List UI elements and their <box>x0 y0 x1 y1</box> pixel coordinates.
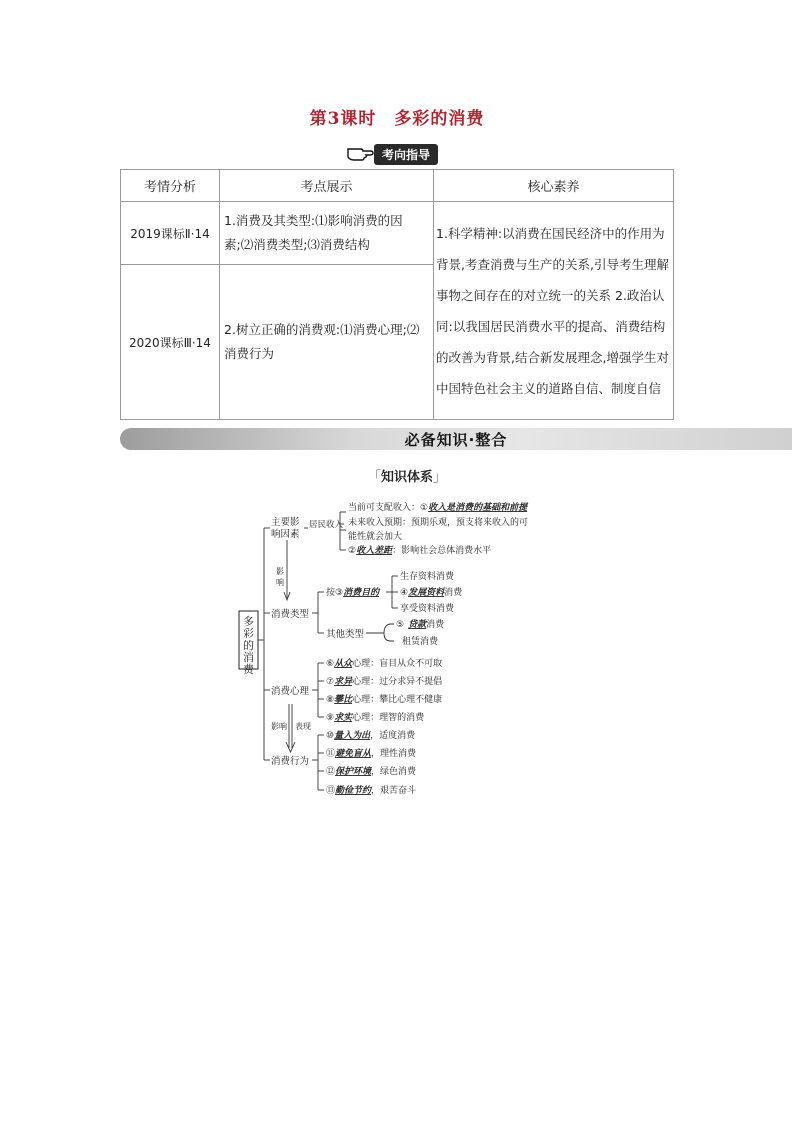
root-char: 多 <box>243 615 254 628</box>
behavior-item: ⑪避免盲从，理性消费 <box>326 749 417 759</box>
header-points: 考点展示 <box>220 170 434 202</box>
knowledge-heading-text: 知识体系 <box>381 470 434 485</box>
exam-cell: 2019课标Ⅱ·14 <box>121 202 220 265</box>
factors-label: 响因素 <box>271 529 300 540</box>
root-char: 费 <box>243 663 254 676</box>
type-item: ⑤ 贷款消费 <box>396 620 445 630</box>
header-core: 核心素养 <box>434 170 674 202</box>
types-label: 消费类型 <box>271 609 310 620</box>
factor-line: 能性就会加大 <box>348 532 403 542</box>
psych-item: ⑦求异心理：过分求异不提倡 <box>326 677 443 687</box>
factors-label: 主要影 <box>271 517 300 528</box>
by-purpose: 按③消费目的 <box>326 588 380 598</box>
knowledge-heading: 「知识体系」 <box>368 470 447 485</box>
root-label <box>243 615 255 676</box>
influence-char: 响 <box>276 578 284 587</box>
section-banner-label: 必备知识·整合 <box>404 431 508 449</box>
points-cell: 1.消费及其类型:⑴影响消费的因素;⑵消费类型;⑶消费结构 <box>220 202 434 265</box>
type-item: 租赁消费 <box>402 637 439 647</box>
type-item: ④发展资料消费 <box>400 588 463 598</box>
other-types-label: 其他类型 <box>326 629 365 640</box>
type-item: 生存资料消费 <box>400 572 455 582</box>
psych-item: ⑥从众心理：盲目从众不可取 <box>326 659 443 669</box>
core-cell: 1.科学精神:以消费在国民经济中的作用为背景,考查消费与生产的关系,引导考生理解事物之间存在的对立统一的关系 2.政治认同:以我国居民消费水平的提高、消费结构的改善为背景,结合新发展理念,增强学生对中国特色社会主义的道路自信、制度自信 <box>434 202 674 420</box>
income-label: 居民收入 <box>309 520 344 530</box>
badge-label: 考向指导 <box>374 144 438 165</box>
factor-line: ②收入差距：影响社会总体消费水平 <box>348 546 492 556</box>
behavior-label: 消费行为 <box>271 756 310 767</box>
root-char: 消 <box>243 651 254 664</box>
root-char: 的 <box>243 639 254 652</box>
points-cell: 2.树立正确的消费观:⑴消费心理;⑵消费行为 <box>220 265 434 420</box>
psych-item: ⑧攀比心理：攀比心理不健康 <box>326 695 443 705</box>
psych-item: ⑨求实心理：理智的消费 <box>326 713 425 723</box>
factor-line: 当前可支配收入：①收入是消费的基础和前提 <box>348 503 528 513</box>
title-topic: 多彩的消费 <box>394 109 485 129</box>
express-label: 表现 <box>295 722 311 731</box>
behavior-item: ⑩量入为出，适度消费 <box>326 731 416 741</box>
title-lesson: 第3课时 <box>309 109 377 129</box>
root-char: 彩 <box>243 627 254 640</box>
exam-cell: 2020课标Ⅲ·14 <box>121 265 220 420</box>
header-analysis: 考情分析 <box>121 170 220 202</box>
factor-line: 未来收入预期：预期乐观，预支将来收入的可 <box>348 518 529 528</box>
psych-label: 消费心理 <box>271 686 310 697</box>
behavior-item: ⑬勤俭节约，艰苦奋斗 <box>326 786 417 796</box>
type-item: 享受资料消费 <box>400 604 455 614</box>
influence-char: 影 <box>276 567 284 576</box>
behavior-item: ⑫保护环境，绿色消费 <box>326 767 417 777</box>
influence-label: 影响 <box>271 722 287 731</box>
